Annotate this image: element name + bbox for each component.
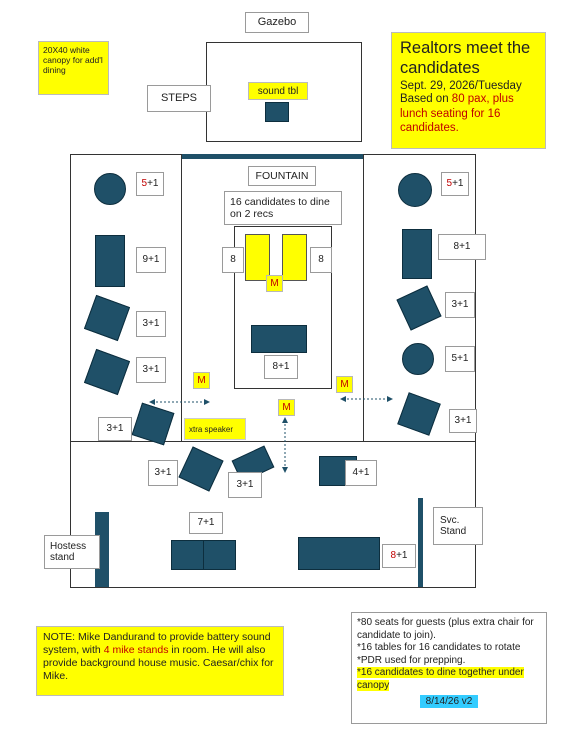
right-round-count-suffix: +1 [452,178,464,190]
mid-square-2-count: 3+1 [228,472,262,498]
left-tilted-count: 3+1 [98,417,132,441]
extra-speaker-label: xtra speaker [184,418,246,440]
sound-note-suffix: in room. He will also provide background house music. Caesar/chix for Mike. [43,644,274,683]
version-badge: 8/14/26 v2 [420,695,479,708]
event-title: Realtors meet the candidates [400,39,531,78]
mid-square-1-count: 3+1 [148,460,178,486]
planning-note-2: *16 tables for 16 candidates to rotate [357,642,521,653]
left-round-count-num: 5 [141,178,148,190]
fountain-label: FOUNTAIN [248,166,316,186]
sound-note [36,626,284,696]
right-square-2-count: 3+1 [449,409,477,433]
right-rect-count: 8+1 [438,234,486,260]
long-left-count: 7+1 [189,512,223,534]
planning-notes [351,612,547,724]
mike-stand-right: M [336,376,353,393]
left-rect-count: 9+1 [136,247,166,273]
left-square-2-count: 3+1 [136,357,166,383]
basis-prefix: Based on [400,93,452,106]
gazebo-label: Gazebo [245,12,309,33]
right-round-count-num: 5 [446,178,453,190]
basis-highlight: 80 pax, plus lunch seating for 16 candidates. [400,93,514,134]
event-date: Sept. 29, 2026/Tuesday [400,80,522,93]
mike-stand-left: M [193,372,210,389]
right-round-2-count: 5+1 [445,346,475,372]
left-square-1-count: 3+1 [136,311,166,337]
sound-table-label: sound tbl [248,82,308,100]
planning-note-3: *PDR used for prepping. [357,654,466,666]
sound-note-prefix: NOTE: Mike Dandurand to provide battery sound system, with [43,631,271,657]
candidates-dine-label: 16 candidates to dine on 2 recs [224,191,342,225]
mid-square-3-count: 4+1 [345,460,377,486]
rec-right-count: 8 [310,247,332,273]
long-right-count-num: 8 [390,550,397,562]
service-stand-label: Svc. Stand [433,507,483,545]
planning-note-highlight: *16 candidates to dine together under canopy [357,667,524,691]
planning-note-1: *80 seats for guests (plus extra chair for candidate to join). [357,617,534,641]
rec-left-count: 8 [222,247,244,273]
fountain-table-count: 8+1 [264,355,298,379]
right-square-1-count: 3+1 [445,292,475,318]
long-right-count-suffix: +1 [396,550,408,562]
mike-stand-center: M [278,399,295,416]
canopy-note: 20X40 white canopy for add'l dining [38,41,109,95]
left-round-count-suffix: +1 [147,178,159,190]
mike-stand-fountain: M [266,275,283,292]
hostess-stand-label: Hostess stand [44,535,100,569]
steps-label: STEPS [147,85,211,112]
sound-note-highlight: 4 mike stands [103,644,169,657]
